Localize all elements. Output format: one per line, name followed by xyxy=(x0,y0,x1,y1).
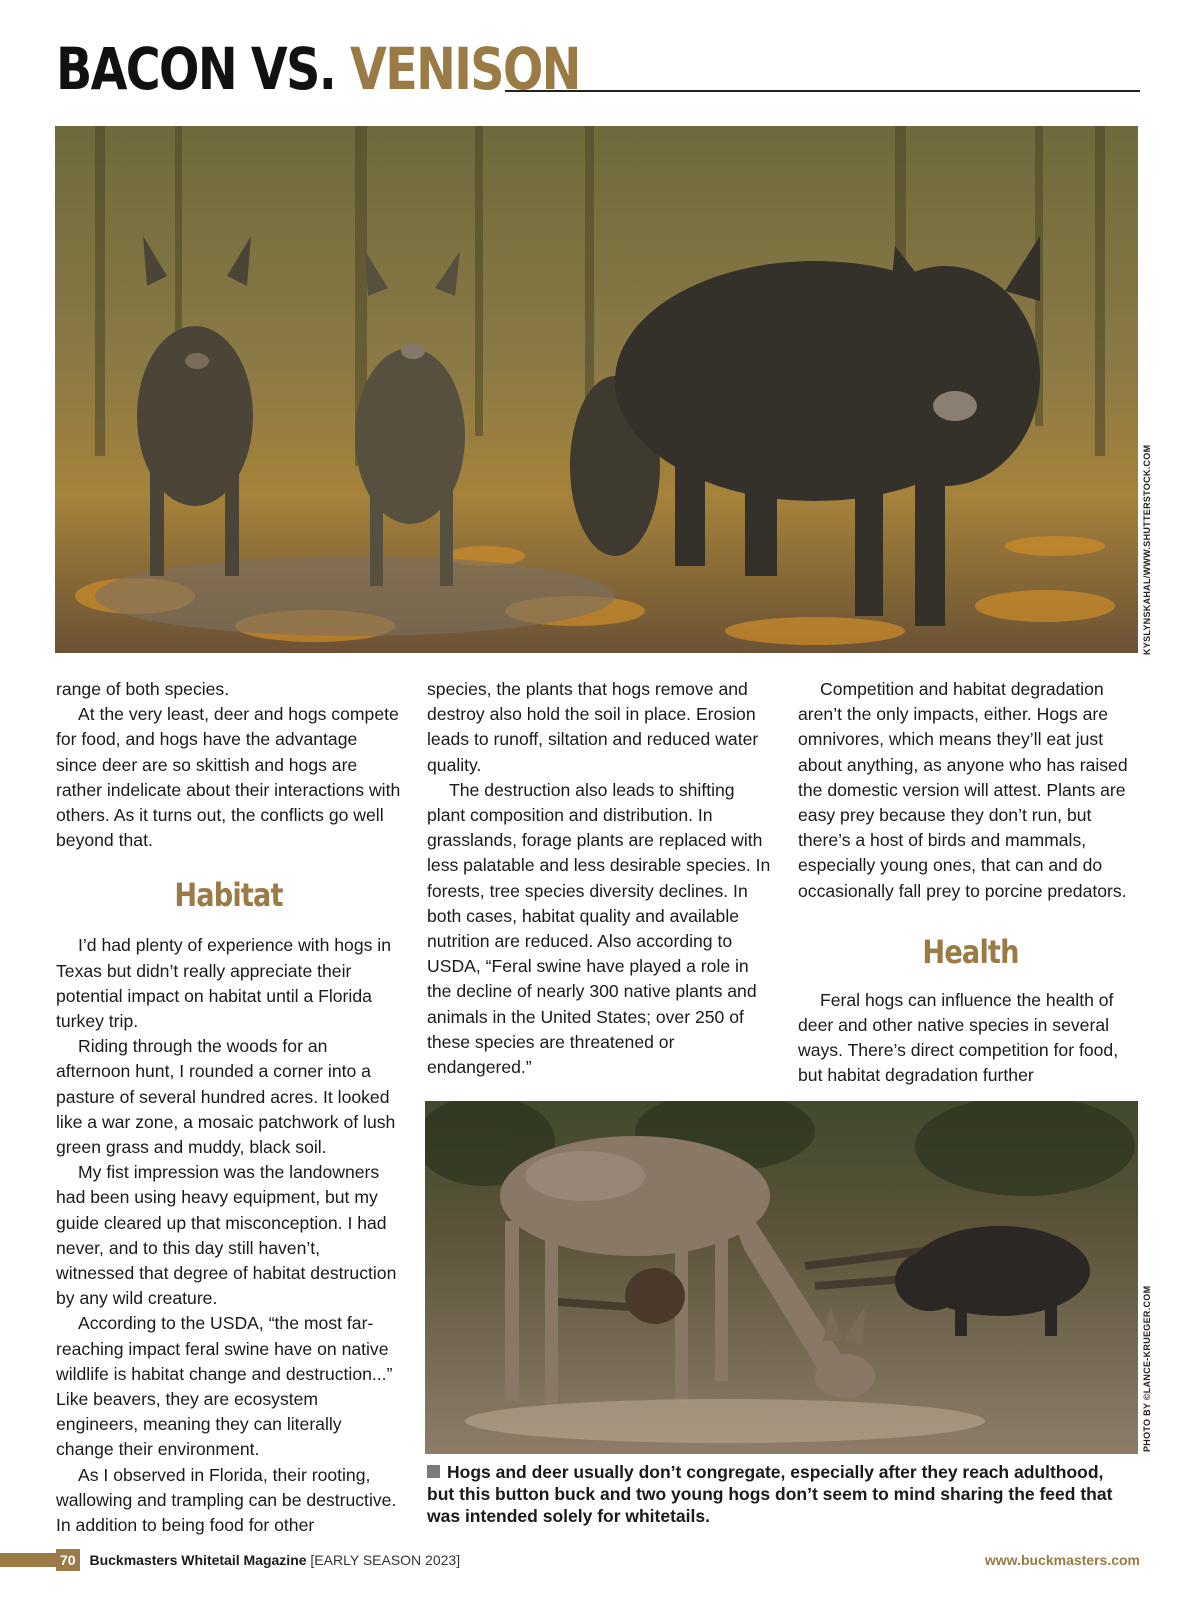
paragraph: species, the plants that hogs remove and destroy also hold the soil in place. Erosion leads to runoff, siltation and reduced water quality. xyxy=(427,679,759,775)
paragraph: As I observed in Florida, their rooting, wallowing and trampling can be destructive. In addition to being food for other xyxy=(56,1464,397,1536)
bottom-photo-credit: PHOTO BY ©LANCE-KRUEGER.COM xyxy=(1142,1285,1152,1452)
top-photo-credit: KYSLYNSKAHAL/WWW.SHUTTERSTOCK.COM xyxy=(1142,444,1152,655)
paragraph: At the very least, deer and hogs compete for food, and hogs have the advantage since deer are so skittish and hogs are rather indelicate about their interactions with others. As it turns out, the conflicts go well beyond that. xyxy=(56,704,401,851)
photo-caption xyxy=(427,1461,1127,1527)
page-headline xyxy=(56,34,580,104)
feral-hogs-photo xyxy=(55,126,1138,653)
paragraph: range of both species. xyxy=(56,679,230,699)
headline-rule xyxy=(505,90,1140,92)
paragraph: According to the USDA, “the most far-reaching impact feral swine have on native wildlife is habitat change and destruction...” Like beavers, they are ecosystem engineers, meaning they can literally change their environment. xyxy=(56,1313,393,1460)
caption-bullet xyxy=(427,1465,440,1478)
subhead-habitat: Habitat xyxy=(174,876,283,915)
headline-bacon: BACON VS. xyxy=(56,35,351,103)
paragraph: The destruction also leads to shifting plant composition and distribution. In grasslands, forage plants are replaced with less palatable and less desirable species. In forests, tree species diversity declines. In both cases, habitat quality and available nutrition are reduced. Also according to USDA, “Feral swine have played a role in the decline of nearly 300 native plants and animals in the United States; over 250 of these species are threatened or endangered.” xyxy=(427,779,771,1078)
page-number: 70 xyxy=(56,1549,80,1571)
magazine-name: Buckmasters Whitetail Magazine xyxy=(89,1552,307,1568)
paragraph: Competition and habitat degradation aren’t the only impacts, either. Hogs are omnivores, which means they’ll eat just about anything, as anyone who has raised the domestic version will attest. Plants are easy prey because they don’t run, but there’s a host of birds and mammals, especially young ones, that can and do occasionally fall prey to porcine predators. xyxy=(798,679,1128,901)
footer-accent-bar xyxy=(0,1553,56,1567)
paragraph: Riding through the woods for an afternoon hunt, I rounded a corner into a pasture of several hundred acres. It looked like a war zone, a mosaic patchwork of lush green grass and muddy, black soil. xyxy=(56,1036,396,1158)
page-footer xyxy=(56,1549,1140,1571)
headline-venison: VENISON xyxy=(350,35,580,103)
article-column-3 xyxy=(798,677,1143,1089)
paragraph: I’d had plenty of experience with hogs in Texas but didn’t really appreciate their potential impact on habitat until a Florida turkey trip. xyxy=(56,935,391,1032)
caption-text: Hogs and deer usually don’t congregate, especially after they reach adulthood, but this button buck and two young hogs don’t seem to mind sharing the feed that was intended solely for whitetails. xyxy=(427,1462,1113,1526)
article-column-2 xyxy=(427,677,772,1080)
article-column-1 xyxy=(56,677,401,1538)
paragraph: Feral hogs can influence the health of deer and other native species in several ways. There’s direct competition for food, but habitat degradation further xyxy=(798,989,1119,1086)
website-link[interactable]: www.buckmasters.com xyxy=(984,1552,1140,1568)
paragraph: My fist impression was the landowners had been using heavy equipment, but my guide cleared up that misconception. I had never, and to this day still haven’t, witnessed that degree of habitat destruction by any wild creature. xyxy=(56,1162,397,1309)
subhead-health: Health xyxy=(922,932,1019,971)
deer-and-hogs-photo xyxy=(425,1101,1138,1454)
issue-label: [EARLY SEASON 2023] xyxy=(310,1552,461,1568)
